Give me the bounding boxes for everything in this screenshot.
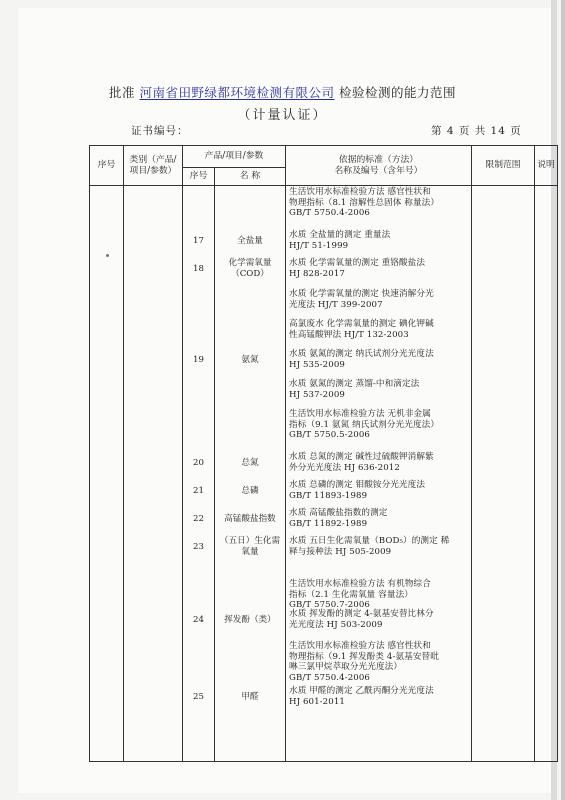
header-category: 类别（产品/项目/参数） bbox=[124, 146, 183, 186]
standard-line: 物理指标（8.1 溶解性总固体 称量法） bbox=[289, 197, 440, 208]
item-name: 全盐量 bbox=[237, 235, 263, 246]
item-name: 总磷 bbox=[241, 485, 259, 496]
standard-text bbox=[289, 508, 469, 529]
header-limit: 限制范围 bbox=[472, 146, 535, 186]
header-standard bbox=[286, 146, 472, 186]
document-subtitle: （计量认证） bbox=[237, 108, 328, 123]
standard-line: HJ 828-2017 bbox=[289, 268, 345, 279]
standard-text bbox=[289, 409, 469, 441]
standard-line: 释与接种法 HJ 505-2009 bbox=[289, 546, 392, 557]
standard-line: 高氯废水 化学需氧量的测定 碘化钾碱 bbox=[289, 319, 434, 329]
standard-line: 水质 氨氮的测定 蒸馏-中和滴定法 bbox=[289, 379, 420, 389]
standard-line: 水质 五日生化需氧量（BOD₅）的测定 稀 bbox=[289, 536, 450, 546]
standard-line: 水质 高锰酸盐指数的测定 bbox=[289, 508, 388, 518]
note-column-cell bbox=[535, 186, 558, 762]
standard-line: 水质 化学需氧量的测定 重铬酸盐法 bbox=[289, 258, 426, 268]
standard-line: 生活饮用水标准检验方法 感官性状和 bbox=[289, 187, 431, 197]
standard-text bbox=[289, 187, 469, 219]
title-suffix: 检验检测的能力范围 bbox=[338, 85, 456, 100]
standard-text bbox=[289, 579, 469, 611]
document-title bbox=[0, 83, 565, 101]
page-number: 第 4 页 共 14 页 bbox=[431, 125, 522, 137]
standard-line: HJ 537-2009 bbox=[289, 389, 345, 400]
standard-line: GB/T 5750.7-2006 bbox=[289, 600, 370, 611]
limit-column-cell bbox=[472, 186, 535, 762]
standard-line: 水质 挥发酚的测定 4-氨基安替比林分 bbox=[289, 609, 434, 619]
item-number: 17 bbox=[193, 235, 204, 246]
standard-line: HJ 601-2011 bbox=[289, 696, 345, 707]
standard-line: GB/T 5750.4-2006 bbox=[289, 208, 370, 219]
item-name: （五日）生化需氧量 bbox=[219, 536, 281, 557]
standard-text bbox=[289, 289, 469, 310]
standard-column-cell bbox=[286, 186, 472, 762]
item-name: 高锰酸盐指数 bbox=[224, 513, 276, 524]
standard-line: 生活饮用水标准检验方法 感官性状和 bbox=[289, 641, 431, 651]
standard-line: HJ 535-2009 bbox=[289, 359, 345, 370]
item-number: 25 bbox=[193, 691, 204, 702]
standard-line: 指标（9.1 氨氮 纳氏试剂分光光度法） bbox=[289, 419, 440, 430]
item-name: 甲醛 bbox=[241, 691, 259, 702]
standard-line: GB/T 5750.5-2006 bbox=[289, 430, 370, 441]
standard-line: 性高锰酸钾法 HJ/T 132-2003 bbox=[289, 329, 409, 340]
standard-line: HJ/T 51-1999 bbox=[289, 240, 349, 251]
standard-text bbox=[289, 319, 469, 340]
standard-text bbox=[289, 379, 469, 400]
standard-line: 水质 氨氮的测定 纳氏试剂分光光度法 bbox=[289, 349, 434, 359]
standard-line: GB/T 5750.4-2006 bbox=[289, 673, 370, 684]
header-sub-seq: 序号 bbox=[183, 168, 215, 186]
standard-line: 外分光光度法 HJ 636-2012 bbox=[289, 462, 400, 473]
standard-line: GB/T 11892-1989 bbox=[289, 518, 368, 529]
header-seq: 序号 bbox=[90, 146, 124, 186]
header-standard-line1: 依据的标准（方法） bbox=[338, 154, 419, 165]
standard-line: 光光度法 HJ 503-2009 bbox=[289, 619, 383, 630]
standard-text bbox=[289, 480, 469, 501]
standard-text bbox=[289, 258, 469, 279]
organization-name: 河南省田野绿都环境检测有限公司 bbox=[139, 85, 335, 100]
item-number: 20 bbox=[193, 457, 204, 468]
standard-text bbox=[289, 609, 469, 630]
category-column-cell bbox=[124, 186, 183, 762]
standard-line: 指标（2.1 生化需氧量 容量法） bbox=[289, 589, 413, 600]
standard-line: 物理指标（9.1 挥发酚类 4-氨基安替吡 bbox=[289, 651, 439, 662]
name-column-cell bbox=[215, 186, 286, 762]
item-number: 18 bbox=[193, 263, 204, 274]
standard-text bbox=[289, 230, 469, 251]
header-note: 说明 bbox=[535, 146, 558, 186]
standard-line: 生活饮用水标准检验方法 有机物综合 bbox=[289, 579, 431, 589]
header-product-group: 产品/项目/参数 bbox=[183, 146, 286, 168]
item-name: 氨氮 bbox=[241, 354, 259, 365]
standard-line: GB/T 11893-1989 bbox=[289, 490, 368, 501]
standard-line: 啉三氯甲烷萃取分光光度法） bbox=[289, 662, 403, 673]
capability-table bbox=[89, 145, 558, 762]
scan-mark bbox=[106, 254, 109, 257]
standard-line: 水质 总磷的测定 钼酸铵分光光度法 bbox=[289, 480, 426, 490]
standard-line: 水质 化学需氧量的测定 快速消解分光 bbox=[289, 289, 434, 299]
standard-text bbox=[289, 536, 469, 557]
standard-line: 水质 全盐量的测定 重量法 bbox=[289, 230, 391, 240]
header-name: 名 称 bbox=[215, 168, 286, 186]
standard-text bbox=[289, 641, 469, 684]
item-name: 化学需氧量（COD） bbox=[228, 258, 272, 279]
standard-line: 生活饮用水标准检验方法 无机非金属 bbox=[289, 409, 431, 419]
standard-line: 光度法 HJ/T 399-2007 bbox=[289, 299, 383, 310]
standard-text bbox=[289, 686, 469, 707]
sub-seq-column-cell bbox=[183, 186, 215, 762]
title-prefix: 批准 bbox=[108, 85, 135, 100]
standard-line: 水质 甲醛的测定 乙酰丙酮分光光度法 bbox=[289, 686, 434, 696]
item-number: 21 bbox=[193, 485, 204, 496]
standard-text bbox=[289, 349, 469, 370]
item-number: 19 bbox=[193, 354, 204, 365]
item-number: 22 bbox=[193, 513, 204, 524]
standard-text bbox=[289, 452, 469, 473]
standard-line: 水质 总氮的测定 碱性过硫酸钾消解紫 bbox=[289, 452, 434, 462]
item-name: 挥发酚（类） bbox=[224, 614, 276, 625]
seq-column-cell bbox=[90, 186, 124, 762]
item-name: 总氮 bbox=[241, 457, 259, 468]
certificate-number-label: 证书编号： bbox=[131, 125, 189, 137]
item-number: 23 bbox=[193, 541, 204, 552]
header-standard-line2: 名称及编号（含年号） bbox=[334, 165, 423, 176]
item-number: 24 bbox=[193, 614, 204, 625]
